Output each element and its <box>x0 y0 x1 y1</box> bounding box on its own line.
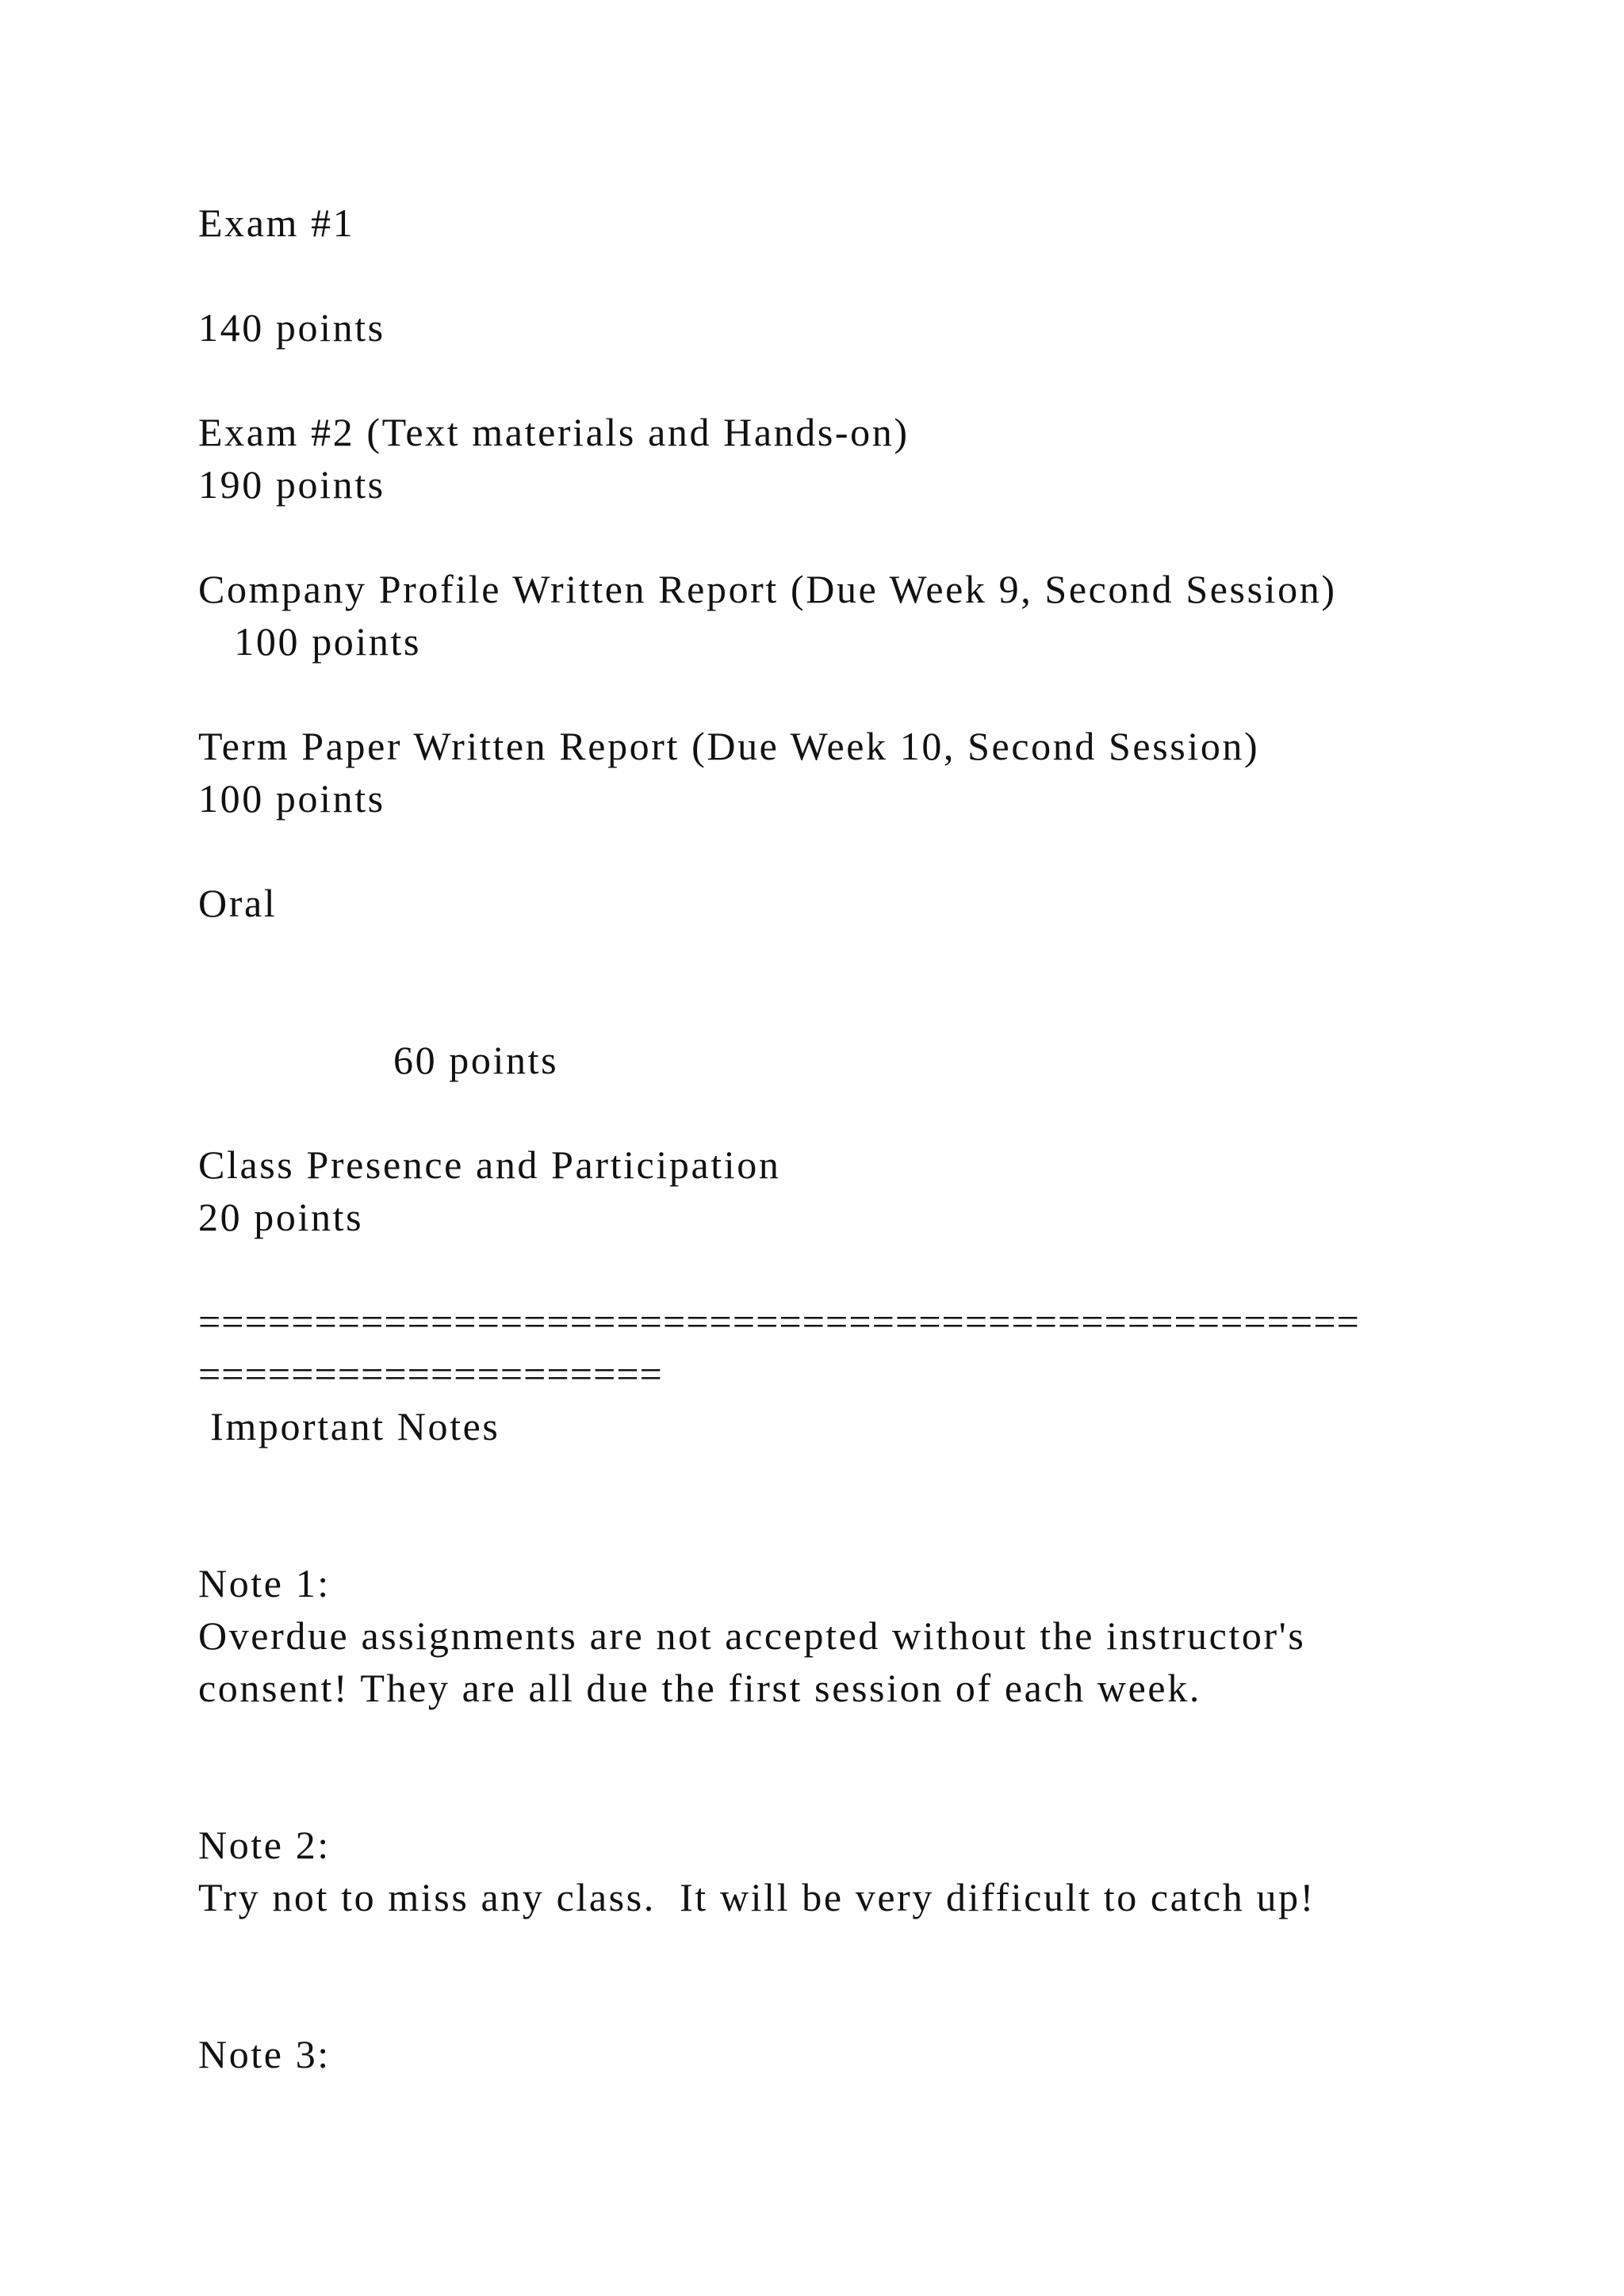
note2-label: Note 2: <box>198 1823 331 1867</box>
divider-line-2: ==================== <box>198 1352 663 1396</box>
company-profile-title: Company Profile Written Report (Due Week 9, Second Session) <box>198 567 1337 611</box>
note1-label: Note 1: <box>198 1561 331 1605</box>
participation-title: Class Presence and Participation <box>198 1142 781 1187</box>
note3-label: Note 3: <box>198 2032 331 2076</box>
note1-text-line1: Overdue assignments are not accepted without the instructor's <box>198 1613 1306 1658</box>
oral-title: Oral <box>198 881 278 925</box>
note1-text-line2: consent! They are all due the first session of each week. <box>198 1666 1201 1710</box>
divider-line-1: ================================================== <box>198 1299 1360 1344</box>
exam2-points: 190 points <box>198 462 385 507</box>
company-profile-points: 100 points <box>198 619 422 664</box>
exam2-title: Exam #2 (Text materials and Hands-on) <box>198 410 910 454</box>
oral-points: 60 points <box>393 1038 559 1082</box>
term-paper-title: Term Paper Written Report (Due Week 10, Second Session) <box>198 724 1260 768</box>
participation-points: 20 points <box>198 1195 364 1239</box>
term-paper-points: 100 points <box>198 776 385 821</box>
note2-text: Try not to miss any class. It will be very difficult to catch up! <box>198 1875 1316 1919</box>
exam1-points: 140 points <box>198 305 385 350</box>
important-notes-heading: Important Notes <box>198 1404 500 1448</box>
exam1-title: Exam #1 <box>198 201 355 245</box>
